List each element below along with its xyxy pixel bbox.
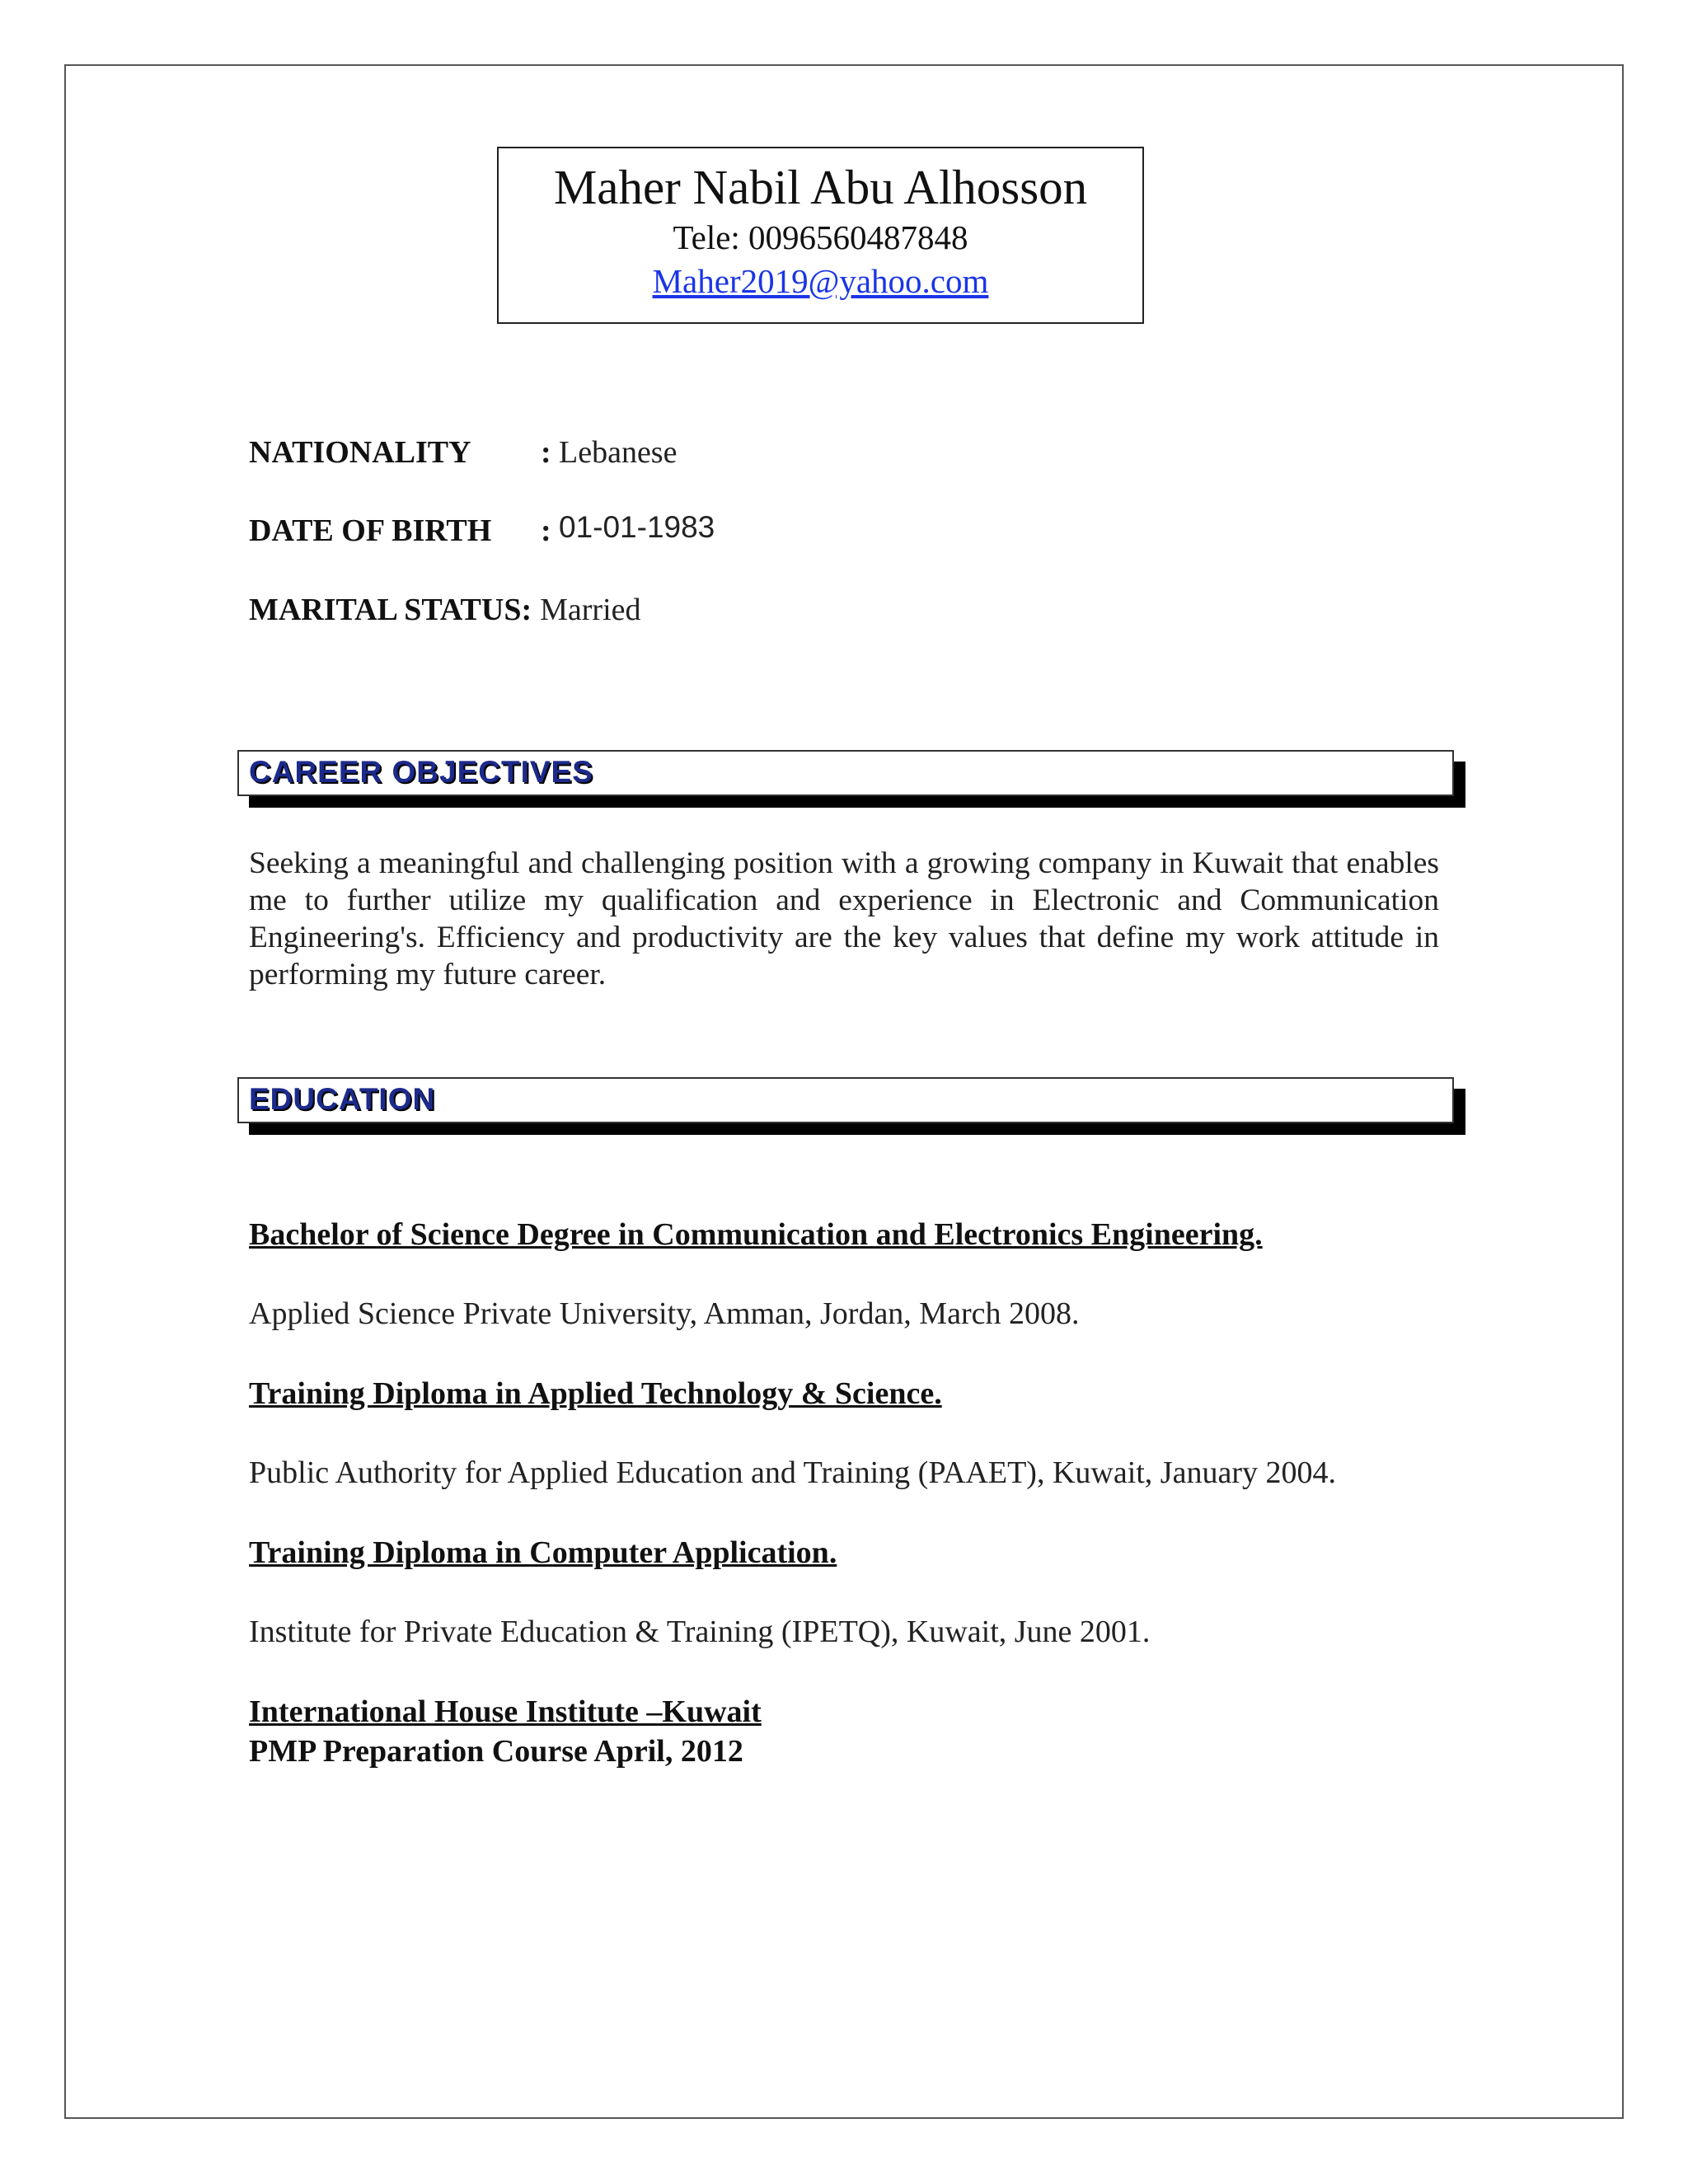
colon: : — [541, 513, 551, 548]
section-title: CAREER OBJECTIVES — [249, 755, 593, 789]
dob-value: 01-01-1983 — [559, 510, 715, 544]
career-objective-text: Seeking a meaningful and challenging position with a growing company in Kuwait that enables me to further utilize my qualification and experience in Electronic and Communication Engineering's. Efficiency and productivity are the key values that define my work attitude in performing my future career. — [249, 846, 1439, 991]
nationality-label: NATIONALITY — [249, 435, 471, 470]
education-title: Training Diploma in Applied Technology & Science. — [249, 1376, 942, 1411]
education-detail: Public Authority for Applied Education and Training (PAAET), Kuwait, January 2004. — [249, 1455, 1336, 1490]
email-link[interactable]: Maher2019@yahoo.com — [652, 262, 989, 301]
education-detail: Applied Science Private University, Amman, Jordan, March 2008. — [249, 1296, 1080, 1331]
education-title: International House Institute –Kuwait — [249, 1694, 762, 1729]
education-header — [237, 1077, 1454, 1123]
dob-label: DATE OF BIRTH — [249, 513, 492, 548]
colon: : — [541, 435, 551, 470]
nationality-value: Lebanese — [559, 435, 678, 470]
contact-header — [497, 147, 1144, 324]
nationality-row — [249, 434, 678, 471]
education-title: Training Diploma in Computer Application. — [249, 1535, 837, 1570]
marital-value: Married — [540, 593, 641, 627]
marital-label: MARITAL STATUS: — [249, 593, 532, 627]
education-detail: Institute for Private Education & Training (IPETQ), Kuwait, June 2001. — [249, 1615, 1151, 1649]
education-title: Bachelor of Science Degree in Communication and Electronics Engineering. — [249, 1217, 1263, 1252]
marital-row — [249, 592, 641, 628]
telephone: Tele: 0096560487848 — [673, 218, 968, 256]
dob-row — [249, 510, 715, 549]
candidate-name: Maher Nabil Abu Alhosson — [553, 160, 1088, 214]
career-objectives-header — [237, 750, 1454, 796]
section-title: EDUCATION — [249, 1082, 436, 1116]
education-detail: PMP Preparation Course April, 2012 — [249, 1734, 743, 1769]
